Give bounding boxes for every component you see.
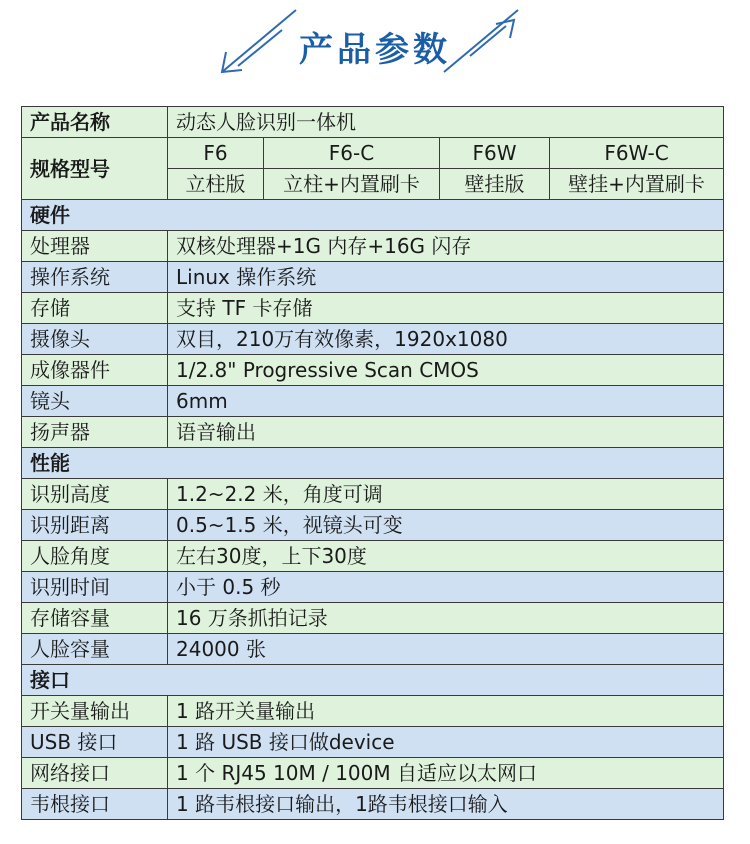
product-name-label: 产品名称 (22, 107, 168, 138)
spec-row (22, 417, 724, 448)
spec-value: 0.5~1.5 米，视镜头可变 (168, 510, 724, 541)
spec-value: 1 路韦根接口输出，1路韦根接口输入 (168, 789, 724, 820)
product-name-row (22, 107, 724, 138)
spec-value: 1 路 USB 接口做device (168, 727, 724, 758)
spec-value: Linux 操作系统 (168, 262, 724, 293)
spec-row (22, 696, 724, 727)
model-label: 规格型号 (22, 138, 168, 200)
spec-label: 处理器 (22, 231, 168, 262)
section-header-row (22, 448, 724, 479)
spec-value: 1/2.8" Progressive Scan CMOS (168, 355, 724, 386)
spec-row (22, 727, 724, 758)
section-title: 接口 (22, 665, 724, 696)
spec-row (22, 293, 724, 324)
model-row (22, 138, 724, 169)
spec-row (22, 386, 724, 417)
spec-label: 摄像头 (22, 324, 168, 355)
edition-cell: 立柱+内置刷卡 (264, 169, 440, 200)
model-cell: F6W-C (550, 138, 724, 169)
spec-value: 支持 TF 卡存储 (168, 293, 724, 324)
edition-cell: 壁挂+内置刷卡 (550, 169, 724, 200)
spec-label: 识别距离 (22, 510, 168, 541)
model-cell: F6W (440, 138, 550, 169)
spec-label: 镜头 (22, 386, 168, 417)
spec-value: 双目，210万有效像素，1920x1080 (168, 324, 724, 355)
spec-row (22, 758, 724, 789)
spec-value: 6mm (168, 386, 724, 417)
spec-label: 操作系统 (22, 262, 168, 293)
spec-value: 小于 0.5 秒 (168, 572, 724, 603)
spec-label: 人脸角度 (22, 541, 168, 572)
spec-label: 存储 (22, 293, 168, 324)
spec-value: 语音输出 (168, 417, 724, 448)
spec-value: 双核处理器+1G 内存+16G 闪存 (168, 231, 724, 262)
section-header-row (22, 200, 724, 231)
spec-row (22, 634, 724, 665)
spec-value: 1 个 RJ45 10M / 100M 自适应以太网口 (168, 758, 724, 789)
product-name-value: 动态人脸识别一体机 (168, 107, 724, 138)
spec-row (22, 324, 724, 355)
spec-label: 人脸容量 (22, 634, 168, 665)
spec-label: 存储容量 (22, 603, 168, 634)
section-header-row (22, 665, 724, 696)
spec-value: 24000 张 (168, 634, 724, 665)
spec-row (22, 479, 724, 510)
spec-row (22, 789, 724, 820)
edition-cell: 立柱版 (168, 169, 264, 200)
spec-label: 识别时间 (22, 572, 168, 603)
spec-label: 韦根接口 (22, 789, 168, 820)
page-header (0, 0, 750, 102)
section-title: 硬件 (22, 200, 724, 231)
spec-label: 识别高度 (22, 479, 168, 510)
spec-value: 16 万条抓拍记录 (168, 603, 724, 634)
edition-cell: 壁挂版 (440, 169, 550, 200)
spec-row (22, 355, 724, 386)
spec-row (22, 231, 724, 262)
spec-value: 1.2~2.2 米，角度可调 (168, 479, 724, 510)
spec-value: 左右30度，上下30度 (168, 541, 724, 572)
model-cell: F6 (168, 138, 264, 169)
spec-row (22, 572, 724, 603)
spec-label: 扬声器 (22, 417, 168, 448)
spec-row (22, 262, 724, 293)
spec-table (21, 106, 724, 820)
spec-label: 网络接口 (22, 758, 168, 789)
spec-label: USB 接口 (22, 727, 168, 758)
page-title: 产品参数 (299, 30, 451, 70)
model-cell: F6-C (264, 138, 440, 169)
spec-row (22, 603, 724, 634)
spec-row (22, 510, 724, 541)
spec-label: 成像器件 (22, 355, 168, 386)
spec-row (22, 541, 724, 572)
section-title: 性能 (22, 448, 724, 479)
spec-value: 1 路开关量输出 (168, 696, 724, 727)
spec-label: 开关量输出 (22, 696, 168, 727)
